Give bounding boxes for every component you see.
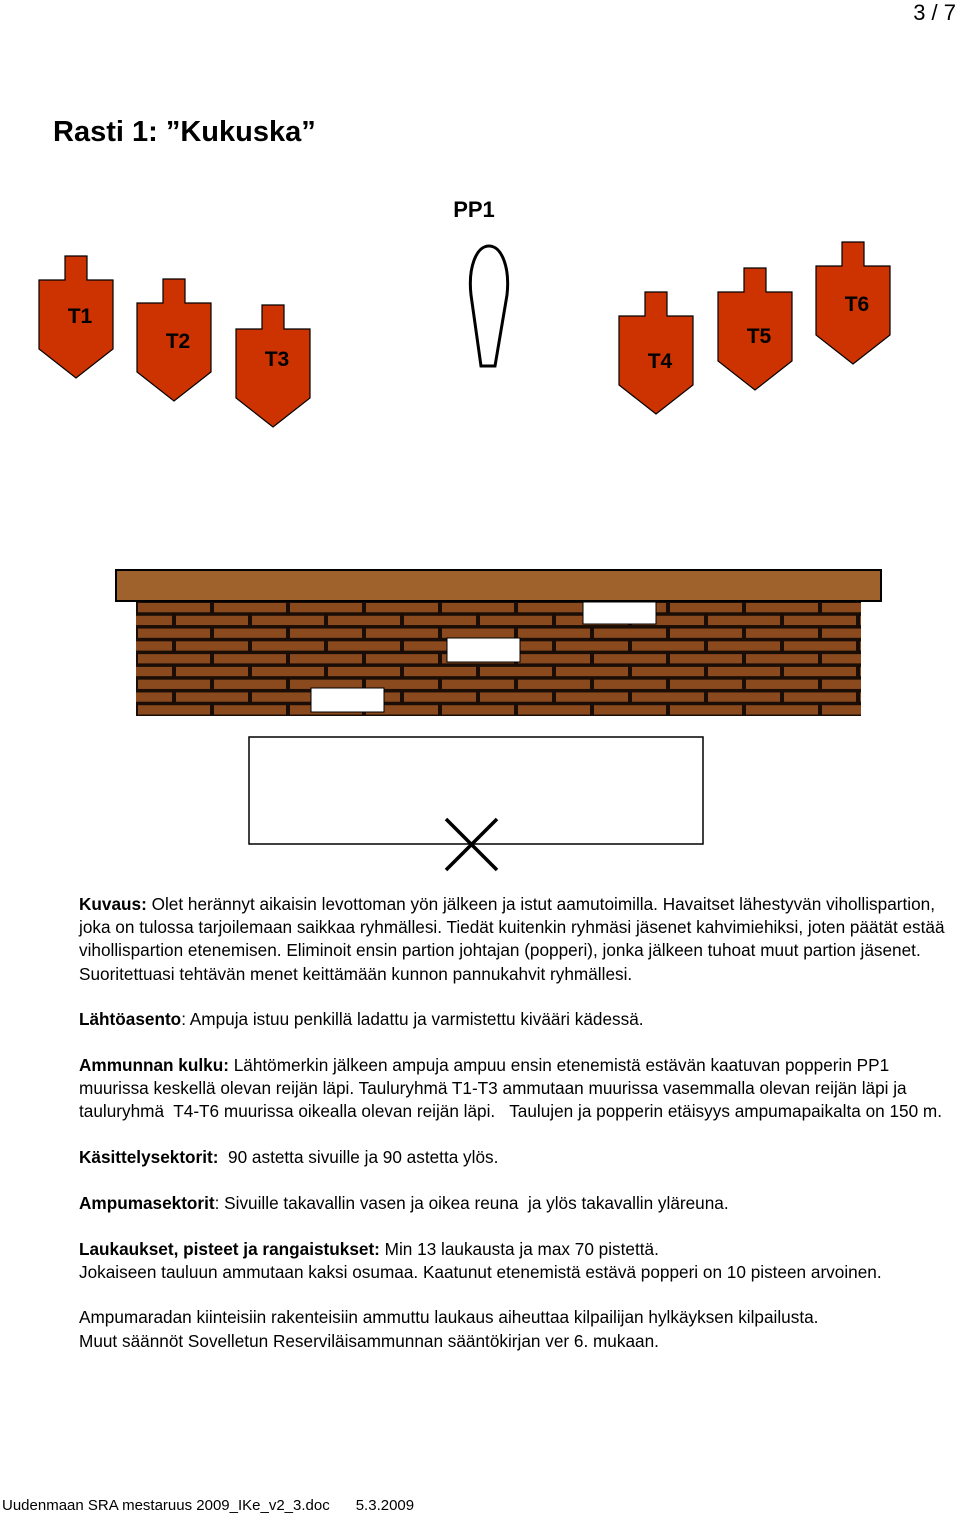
wall-hole-left xyxy=(311,688,384,712)
shooting-bench-box xyxy=(249,737,703,844)
target-label-t5: T5 xyxy=(746,325,772,348)
description-section xyxy=(79,893,949,1375)
kasittely-text: 90 astetta sivuille ja 90 astetta ylös. xyxy=(218,1147,499,1168)
kasittely-paragraph xyxy=(79,1146,949,1169)
kasittely-label: Käsittelysektorit: xyxy=(79,1147,219,1168)
target-label-t3: T3 xyxy=(264,348,290,371)
target-t5 xyxy=(718,268,792,390)
kulku-label: Ammunnan kulku: xyxy=(79,1055,229,1076)
popper-label: PP1 xyxy=(453,197,495,222)
laukaukset-paragraph xyxy=(79,1238,949,1284)
laukaukset-label: Laukaukset, pisteet ja rangaistukset: xyxy=(79,1238,380,1259)
target-t3 xyxy=(236,305,310,427)
target-t1 xyxy=(39,256,113,378)
wall-hole-center xyxy=(447,638,520,662)
target-label-t2: T2 xyxy=(165,330,191,353)
target-label-t4: T4 xyxy=(647,350,673,373)
kuvaus-paragraph xyxy=(79,893,949,986)
ampumasektori-text: : Sivuille takavallin vasen ja oikea reuna ja ylös takavallin yläreuna. xyxy=(214,1192,729,1213)
page-number: 3 / 7 xyxy=(913,0,956,25)
ampumasektori-label: Ampumasektorit xyxy=(79,1192,215,1213)
kulku-paragraph xyxy=(79,1054,949,1124)
wall-cap xyxy=(116,570,881,601)
lahtoasento-text: : Ampuja istuu penkillä ladattu ja varmistettu kivääri kädessä. xyxy=(181,1009,644,1030)
wall xyxy=(116,570,881,716)
lahtoasento-label: Lähtöasento xyxy=(79,1009,182,1030)
targets-group xyxy=(39,242,890,427)
footer xyxy=(2,1497,440,1514)
saannot-paragraph: Ampumaradan kiinteisiin rakenteisiin ammuttu laukaus aiheuttaa kilpailijan hylkäyksen kilpailusta. Muut säännöt Sovelletun Reserviläisammunnan sääntökirjan ver 6. mukaan. xyxy=(79,1307,819,1351)
target-t4 xyxy=(619,292,693,414)
wall-hole-right xyxy=(583,602,656,624)
kulku-text: Lähtömerkin jälkeen ampuja ampuu ensin etenemistä estävän kaatuvan popperin PP1 muurissa keskellä olevan reijän läpi. Tauluryhmä T1-T3 ammutaan muurissa vasemmalla olevan reijän läpi ja tauluryhmä T4-T6 muurissa oikealla olevan reijän läpi. Taulujen ja popperin etäisyys ampumapaikalta on 150 m. xyxy=(79,1055,943,1122)
kuvaus-text: Olet herännyt aikaisin levottoman yön jälkeen ja istut aamutoimilla. Havaitset lähestyvän vihollispartion, joka on tulossa tarjoilemaan saikkaa ryhmällesi. Tiedät kuitenkin ryhmäsi jäsenet kahvimiehiksi, joten päätät estää vihollispartion etenemisen. Eliminoit ensin partion johtajan (popperi), jonka jälkeen tuhoat muut partion jäsenet. Suoritettuasi tehtävän menet keittämään kunnon pannukahvit ryhmällesi. xyxy=(79,894,950,984)
lahtoasento-paragraph xyxy=(79,1008,949,1031)
footer-filename: Uudenmaan SRA mestaruus 2009_IKe_v2_3.doc xyxy=(2,1497,330,1514)
target-t2 xyxy=(137,279,211,401)
target-t6 xyxy=(816,242,890,364)
page-title: Rasti 1: ”Kukuska” xyxy=(53,116,316,148)
footer-date: 5.3.2009 xyxy=(355,1497,415,1514)
kuvaus-label: Kuvaus: xyxy=(79,894,147,914)
popper-pp1 xyxy=(470,246,507,366)
target-label-t1: T1 xyxy=(67,305,93,328)
ampumasektori-paragraph xyxy=(79,1192,949,1215)
target-label-t6: T6 xyxy=(844,293,870,316)
laukaukset-text: Min 13 laukausta ja max 70 pistettä. Jokaiseen tauluun ammutaan kaksi osumaa. Kaatunut etenemistä estävä popperi on 10 pisteen arvoinen. xyxy=(79,1238,882,1282)
